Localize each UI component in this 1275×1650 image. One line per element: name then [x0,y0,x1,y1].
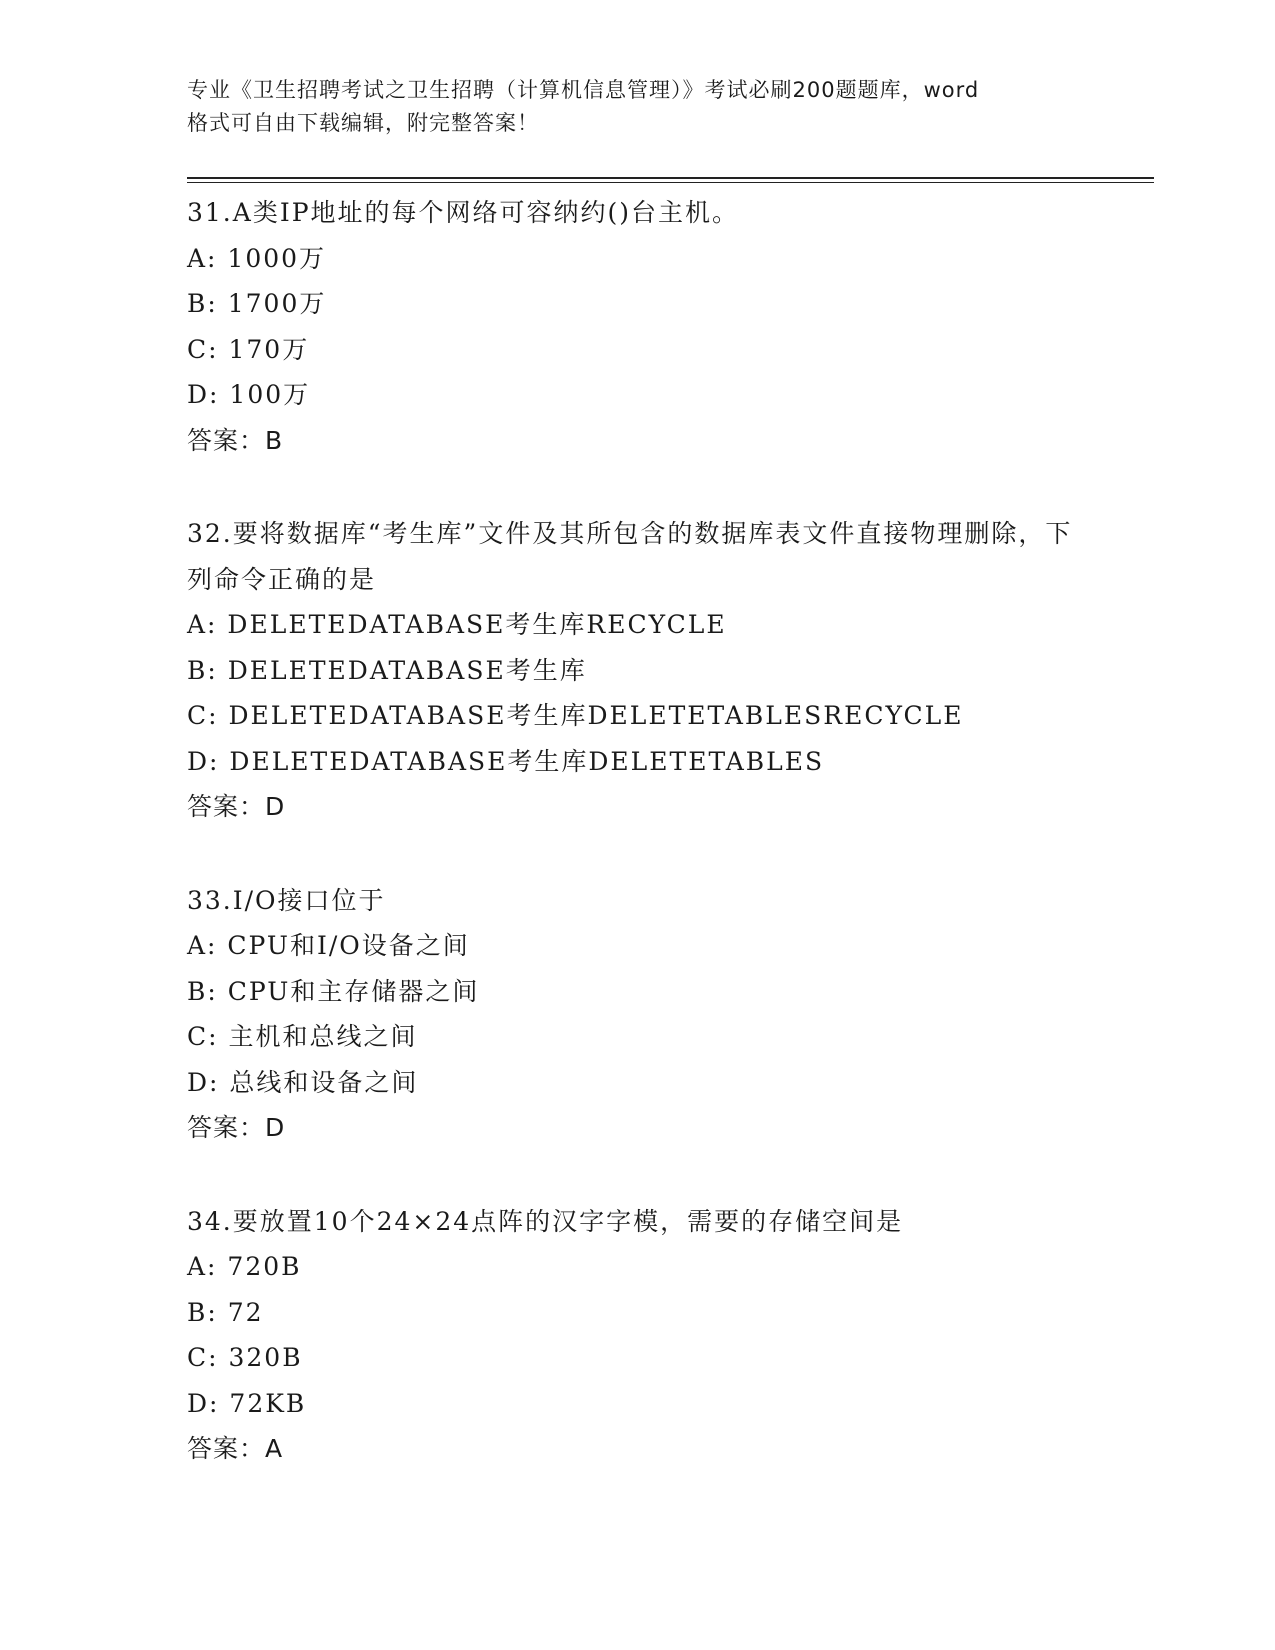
question-stem: 31.A类IP地址的每个网络可容纳约()台主机。 [187,198,740,227]
option-b: B: 72 [187,1297,264,1327]
option-d: D: 总线和设备之间 [187,1067,419,1097]
answer-label: 答案：D [187,1113,286,1142]
option-d: D: DELETEDATABASE考生库DELETETABLES [187,746,825,776]
question-34 [187,1199,1147,1472]
header-line-2: 格式可自由下载编辑，附完整答案！ [187,111,539,135]
question-33 [187,878,1147,1151]
option-c: C: DELETEDATABASE考生库DELETETABLESRECYCLE [187,701,964,730]
header-line-1: 专业《卫生招聘考试之卫生招聘（计算机信息管理）》考试必刷200题题库，word [187,78,980,102]
option-b: B: 1700万 [187,289,327,318]
option-b: B: CPU和主存储器之间 [187,976,480,1006]
option-a: A: DELETEDATABASE考生库RECYCLE [187,610,727,639]
option-d: D: 72KB [187,1388,307,1418]
answer-label: 答案：B [187,425,284,455]
question-stem: 32.要将数据库“考生库”文件及其所包含的数据库表文件直接物理删除，下列命令正确的是 [187,519,1073,594]
question-32 [187,511,1147,830]
answer-label: 答案：D [187,792,286,821]
question-stem: 34.要放置10个24×24点阵的汉字字模，需要的存储空间是 [187,1206,904,1236]
question-31 [187,190,1147,463]
option-a: A: 720B [187,1252,302,1281]
document-header [187,74,1087,140]
option-a: A: 1000万 [187,243,327,273]
option-c: C: 320B [187,1343,303,1372]
option-a: A: CPU和I/O设备之间 [187,931,470,960]
question-list [187,190,1147,1520]
header-divider-thick [187,177,1154,179]
header-divider-thin [187,182,1154,183]
option-d: D: 100万 [187,380,311,409]
option-c: C: 170万 [187,334,310,364]
question-stem: 33.I/O接口位于 [187,885,386,915]
option-c: C: 主机和总线之间 [187,1022,418,1051]
answer-label: 答案：A [187,1434,284,1463]
option-b: B: DELETEDATABASE考生库 [187,655,587,685]
